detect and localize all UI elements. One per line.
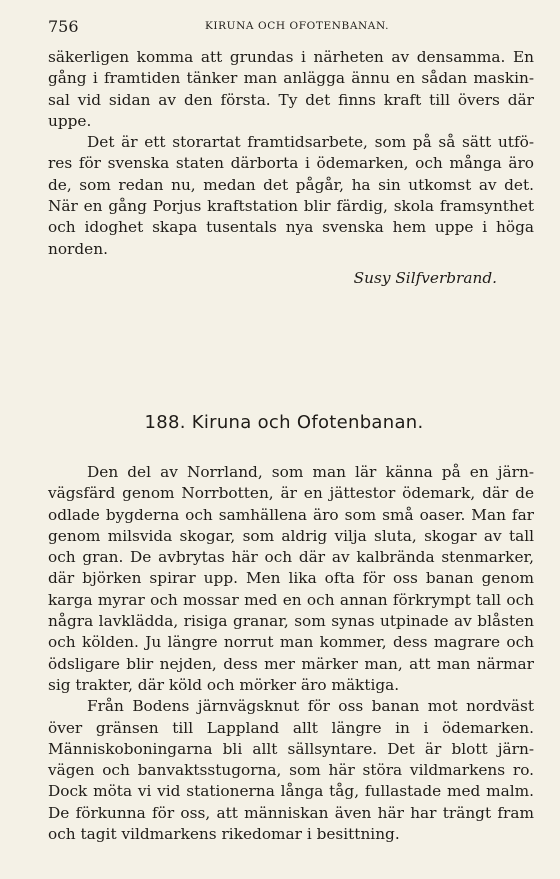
author-signature: Susy Silfverbrand.: [353, 269, 497, 287]
paragraph: Från Bodens järnvägsknut för oss banan mot nordväst över gränsen till Lappland allt längre in i ödemarken. Människoboningarna bli allt sällsyntare. Det är blott järnvägen och banvaktsstugorna, som här störa vildmarkens ro. Dock möta vi vid stationerna långa tåg, fullastade med malm. De förkunna för oss, att människan även här har trängt fram och tagit vildmarkens rikedomar i besittning.: [48, 697, 534, 844]
section-text: [48, 462, 534, 845]
paragraph: Den del av Norrland, som man lär känna på en järnvägsfärd genom Norrbotten, är en jättestor ödemark, där de odlade bygderna och samhällena äro som små oaser. Man far genom milsvida skogar, som aldrig vilja sluta, skogar av tall och gran. De avbrytas här och där av kalbrända stenmarker, där björken spirar upp. Men lika ofta för oss banan genom karga myrar och mossar med en och annan förkrympt tall och några lavklädda, risiga granar, som synas utpinade av blåsten och kölden. Ju längre norrut man kommer, dess magrare och ödsligare blir nejden, dess mer märker man, att man närmar sig trakter, där köld och mörker äro mäktiga.: [48, 463, 534, 694]
continuation-text: [48, 47, 534, 260]
running-title: KIRUNA OCH OFOTENBANAN.: [204, 20, 390, 32]
paragraph: säkerligen komma att grundas i närheten av densamma. En gång i framtiden tänker man anlägga ännu en sådan maskinsal vid sidan av den första. Ty det finns kraft till övers där uppe.: [48, 48, 534, 130]
paragraph: Det är ett storartat framtidsarbete, som på så sätt utföres för svenska staten därborta i ödemarken, och många äro de, som redan nu, medan det pågår, ha sin utkomst av det. När en gång Porjus kraftstation blir färdig, skola framsynthet och idoghet skapa tusentals nya svenska hem uppe i höga norden.: [48, 133, 534, 258]
page-header: [48, 17, 536, 37]
page-number: 756: [48, 17, 79, 36]
section-title: 188. Kiruna och Ofotenbanan.: [144, 412, 424, 433]
